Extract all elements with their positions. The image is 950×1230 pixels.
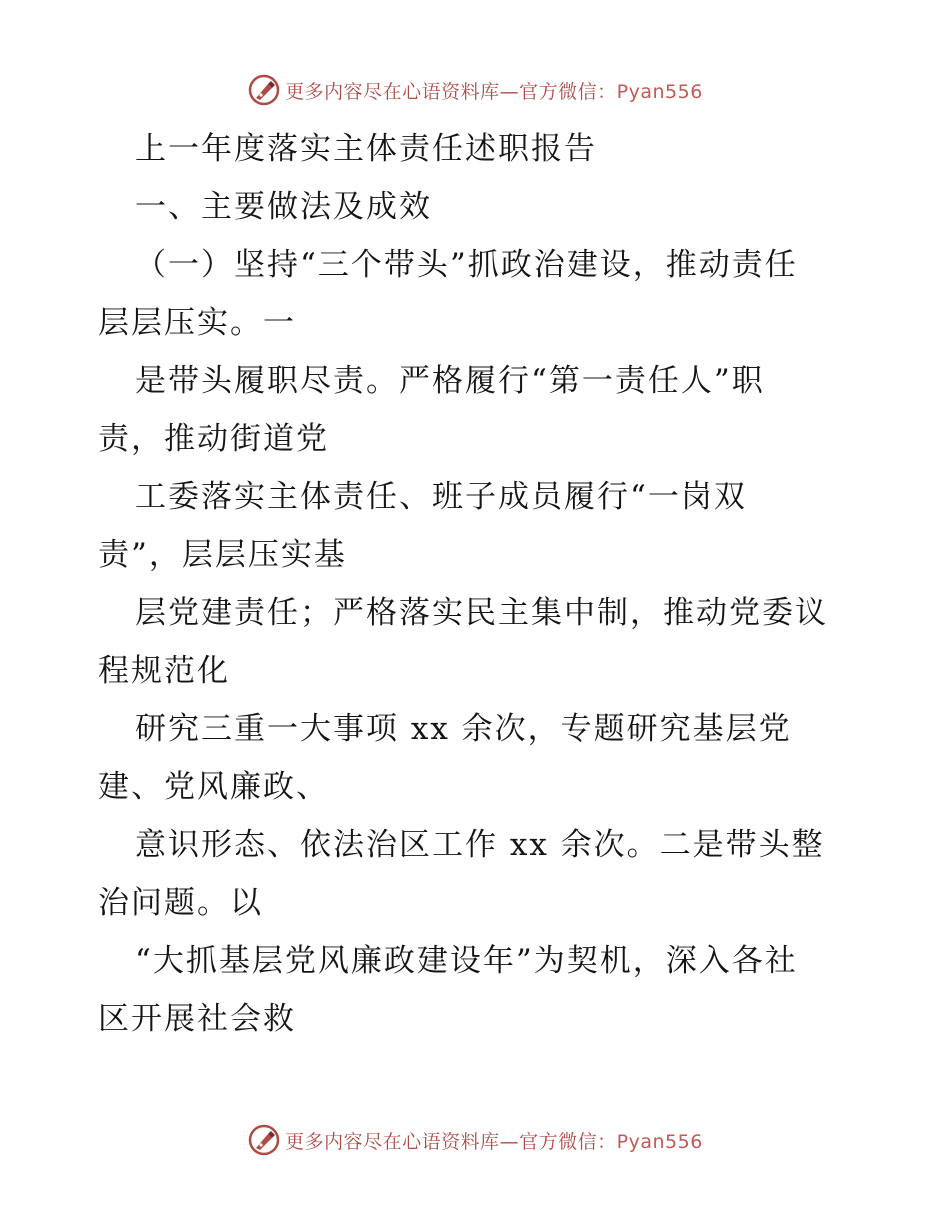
- paragraph-line: 治问题。以: [98, 885, 263, 921]
- paragraph-line: 区开展社会救: [98, 1001, 296, 1037]
- paragraph-line: 是带头履职尽责。严格履行“第一责任人”职: [135, 363, 765, 399]
- pen-nib-logo-icon: [247, 73, 281, 107]
- paragraph-line: 层层压实。一: [98, 305, 296, 341]
- document-title: 上一年度落实主体责任述职报告: [135, 131, 597, 167]
- watermark-wechat-id: Pyan556: [616, 80, 703, 103]
- header-watermark: [0, 70, 950, 110]
- paragraph-line: 程规范化: [98, 653, 230, 689]
- paragraph-line: 研究三重一大事项 xx 余次，专题研究基层党: [135, 711, 792, 747]
- paragraph-line: 责，推动街道党: [98, 421, 329, 457]
- watermark-wechat-id: Pyan556: [616, 1130, 703, 1153]
- watermark-text: 更多内容尽在心语资料库—官方微信：Pyan556: [285, 1130, 703, 1153]
- paragraph-line: （一）坚持“三个带头”抓政治建设，推动责任: [135, 247, 798, 283]
- paragraph-line: 责”，层层压实基: [98, 537, 347, 573]
- paragraph-line: 层党建责任；严格落实民主集中制，推动党委议: [135, 595, 828, 631]
- paragraph-line: “大抓基层党风廉政建设年”为契机，深入各社: [135, 943, 798, 979]
- paragraph-line: 意识形态、依法治区工作 xx 余次。二是带头整: [135, 827, 825, 863]
- pen-nib-logo-icon: [247, 1123, 281, 1157]
- paragraph-line: 建、党风廉政、: [98, 769, 329, 805]
- watermark-text: 更多内容尽在心语资料库—官方微信：Pyan556: [285, 80, 703, 103]
- footer-watermark: [0, 1120, 950, 1160]
- paragraph-line: 工委落实主体责任、班子成员履行“一岗双: [135, 479, 747, 515]
- section-heading: 一、主要做法及成效: [135, 189, 432, 225]
